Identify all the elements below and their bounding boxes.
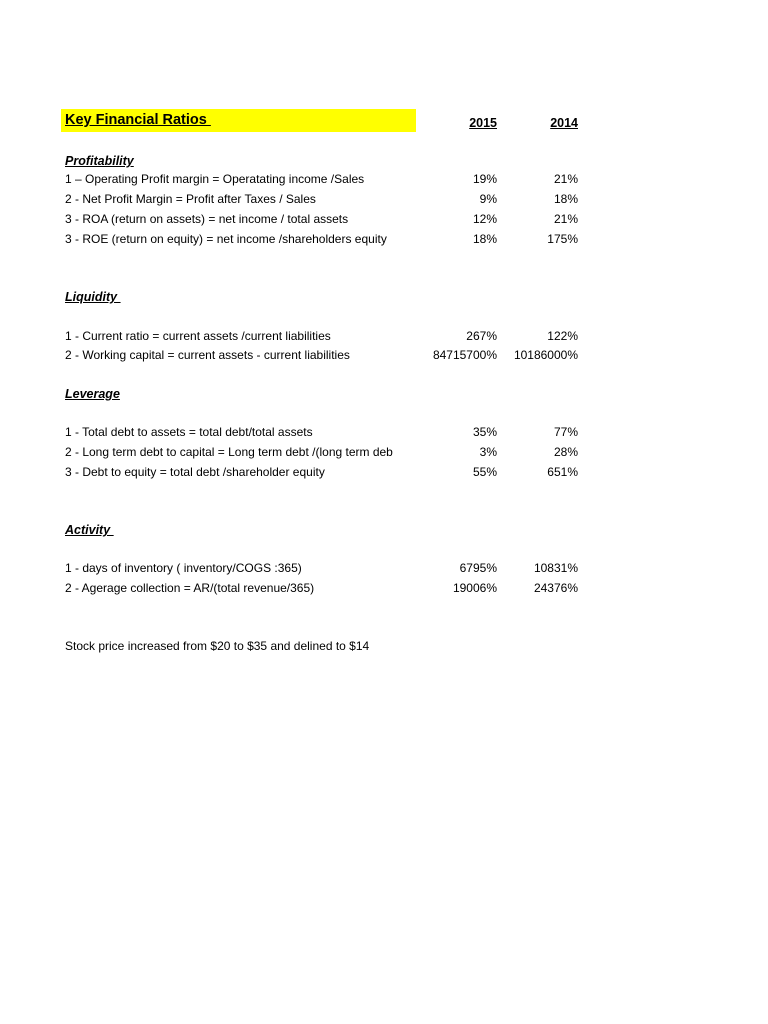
value-2015: 84715700% (432, 348, 497, 362)
table-row (0, 232, 768, 250)
row-label: 2 - Long term debt to capital = Long term debt /(long term deb (65, 445, 393, 459)
table-row (0, 561, 768, 579)
section-heading-leverage: Leverage (65, 387, 120, 401)
table-row (0, 348, 768, 366)
table-row (0, 465, 768, 483)
value-2014: 24376% (533, 581, 578, 595)
row-label: 3 - ROA (return on assets) = net income / total assets (65, 212, 349, 226)
year-header-2014: 2014 (550, 116, 578, 130)
value-2014: 10186000% (513, 348, 578, 362)
value-2014: 10831% (533, 561, 578, 575)
value-2015: 12% (472, 212, 497, 226)
value-2015: 9% (479, 192, 497, 206)
table-row (0, 581, 768, 599)
row-label: 1 - Current ratio = current assets /current liabilities (65, 329, 331, 343)
value-2015: 35% (472, 425, 497, 439)
row-label: 2 - Working capital = current assets - current liabilities (65, 348, 350, 362)
row-label: 1 - Total debt to assets = total debt/total assets (65, 425, 313, 439)
value-2015: 6795% (459, 561, 497, 575)
table-row (0, 212, 768, 230)
value-2014: 651% (547, 465, 578, 479)
row-label: 2 - Agerage collection = AR/(total revenue/365) (65, 581, 315, 595)
value-2014: 28% (553, 445, 578, 459)
value-2015: 18% (472, 232, 497, 246)
row-label: 1 – Operating Profit margin = Operatating income /Sales (65, 172, 365, 186)
value-2014: 175% (547, 232, 578, 246)
table-row (0, 172, 768, 190)
year-header-2015: 2015 (469, 116, 497, 130)
page-title: Key Financial Ratios (65, 112, 211, 128)
value-2015: 55% (472, 465, 497, 479)
value-2014: 21% (553, 172, 578, 186)
value-2015: 3% (479, 445, 497, 459)
value-2014: 18% (553, 192, 578, 206)
value-2014: 122% (547, 329, 578, 343)
row-label: 2 - Net Profit Margin = Profit after Taxes / Sales (65, 192, 316, 206)
stock-price-note: Stock price increased from $20 to $35 and delined to $14 (65, 639, 370, 653)
section-heading-profitability: Profitability (65, 154, 134, 168)
table-row (0, 425, 768, 443)
section-heading-liquidity: Liquidity (65, 290, 121, 304)
section-heading-activity: Activity (65, 523, 114, 537)
table-row (0, 192, 768, 210)
value-2014: 21% (553, 212, 578, 226)
row-label: 1 - days of inventory ( inventory/COGS :365) (65, 561, 302, 575)
value-2015: 19006% (452, 581, 497, 595)
table-row (0, 445, 768, 463)
row-label: 3 - ROE (return on equity) = net income /shareholders equity (65, 232, 387, 246)
table-row (0, 329, 768, 347)
value-2015: 19% (472, 172, 497, 186)
value-2015: 267% (466, 329, 497, 343)
value-2014: 77% (553, 425, 578, 439)
row-label: 3 - Debt to equity = total debt /shareholder equity (65, 465, 325, 479)
